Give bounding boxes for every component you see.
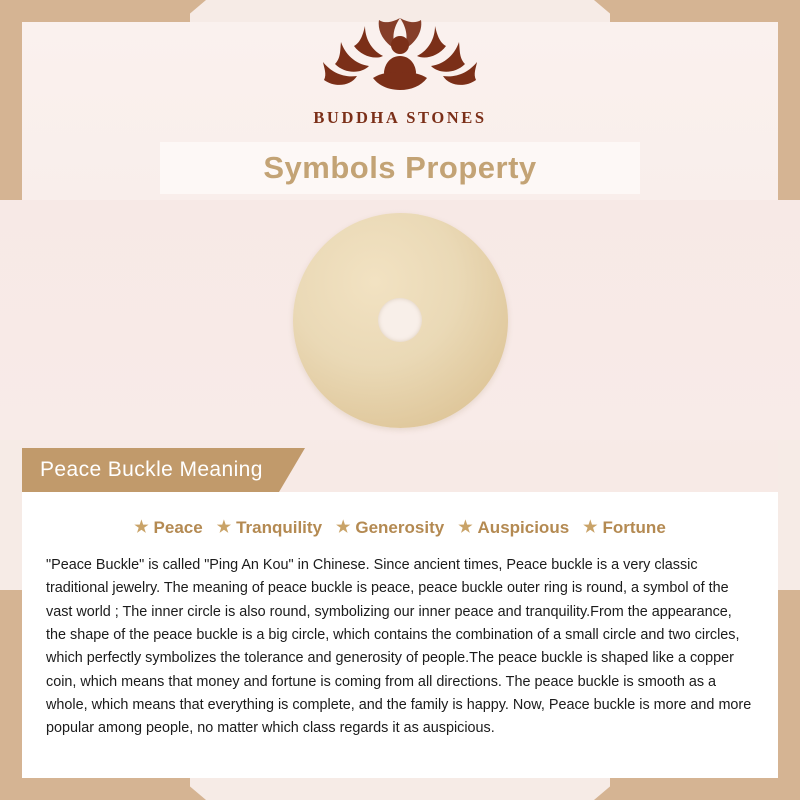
frame-bottom-right-vertical [778, 590, 800, 800]
section-ribbon-label: Peace Buckle Meaning [40, 458, 263, 481]
disc-center-hole [378, 298, 422, 342]
keyword-label: Generosity [355, 518, 445, 537]
keyword-label: Fortune [602, 518, 666, 537]
title-band [160, 142, 640, 194]
content-card [22, 492, 778, 778]
description-paragraph: "Peace Buckle" is called "Ping An Kou" in Chinese. Since ancient times, Peace buckle is a very classic traditional jewelry. The meaning of peace buckle is peace, peace buckle outer ring is round, a symbol of the vast world ; The inner circle is also round, symbolizing our inner peace and tranquility.From the appearance, the shape of the peace buckle is a big circle, which contains the combination of a small circle and two circles, which perfectly symbolizes the tolerance and generosity of people.The peace buckle is shaped like a copper coin, which means that money and fortune is coming from all directions. The peace buckle is smooth as a whole, which means that everything is complete, and the family is happy. Now, Peace buckle is more and more popular among people, no matter which class regards it as auspicious. [46, 557, 752, 737]
keyword-label: Peace [153, 518, 203, 537]
lotus-meditation-icon [305, 4, 495, 104]
star-icon: ★ [134, 519, 149, 536]
peace-buckle-disc [293, 213, 508, 428]
keyword-label: Tranquility [236, 518, 323, 537]
frame-diagonal-bottom-right [594, 778, 620, 800]
frame-bottom-left-horizontal [0, 778, 190, 800]
keyword-list [46, 518, 754, 538]
frame-bottom-left-vertical [0, 590, 22, 800]
frame-bottom-right-horizontal [610, 778, 800, 800]
star-icon: ★ [216, 519, 232, 536]
keyword-item [458, 518, 569, 538]
hero-image [0, 200, 800, 440]
star-icon: ★ [458, 519, 473, 536]
section-ribbon [22, 448, 305, 492]
keyword-label: Auspicious [477, 518, 570, 537]
star-icon: ★ [336, 519, 351, 536]
section-ribbon-body [22, 448, 279, 492]
keyword-item [583, 518, 666, 538]
keyword-item [217, 518, 322, 538]
frame-diagonal-bottom-left [180, 778, 206, 800]
keyword-item [134, 518, 203, 538]
brand-logo [0, 4, 800, 128]
star-icon: ★ [583, 519, 598, 536]
keyword-item [336, 518, 444, 538]
brand-name: BUDDHA STONES [313, 108, 487, 127]
section-ribbon-tail [279, 448, 305, 492]
page-title: Symbols Property [263, 150, 537, 185]
